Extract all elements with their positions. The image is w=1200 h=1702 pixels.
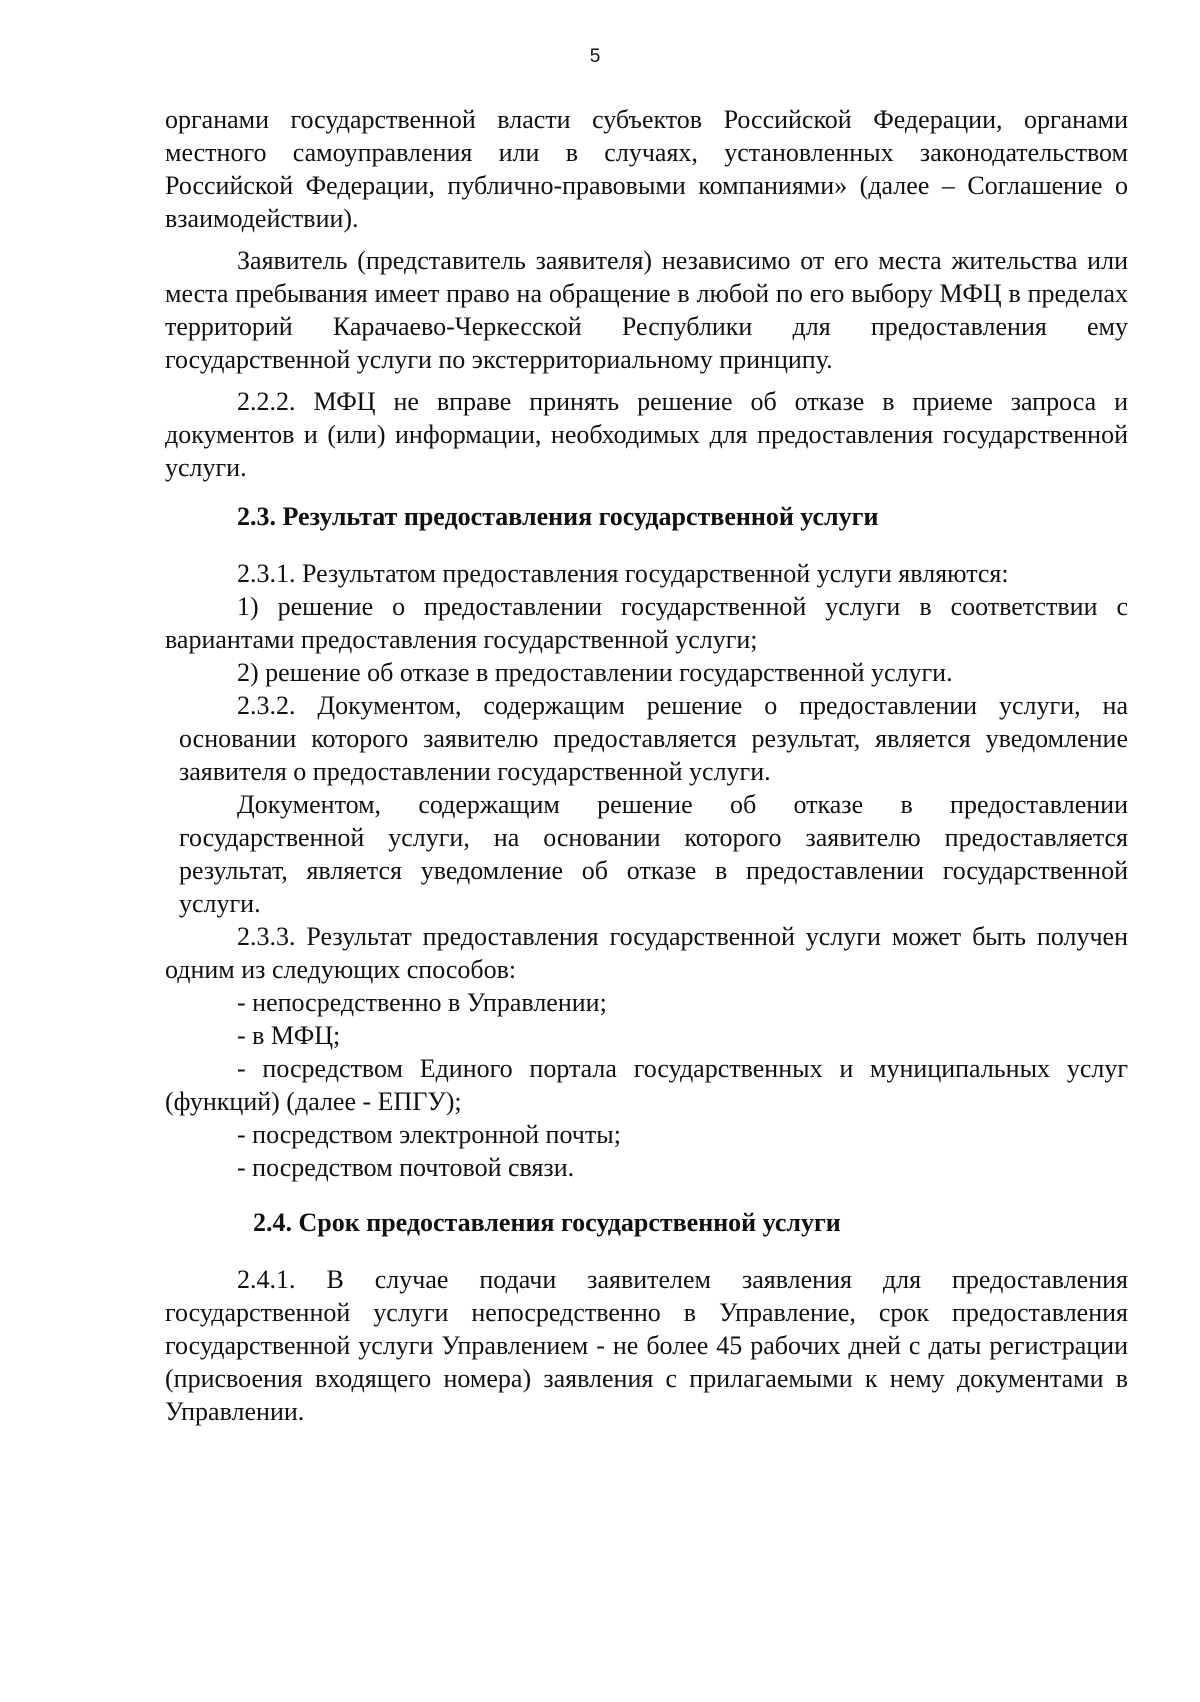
document-body bbox=[165, 103, 1128, 1428]
paragraph-continued: органами государственной власти субъектов Российской Федерации, органами местного самоуправления или в случаях, установленных законодательством Российской Федерации, публично-правовыми компаниями» (далее – Соглашение о взаимодействии). bbox=[165, 105, 1128, 233]
paragraph-2-3-1: 2.3.1. Результатом предоставления государственной услуги являются: bbox=[237, 559, 1009, 588]
paragraph-2-4-1: 2.4.1. В случае подачи заявителем заявления для предоставления государственной услуги непосредственно в Управление, срок предоставления государственной услуги Управлением - не более 45 рабочих дней с даты регистрации (присвоения входящего номера) заявления с прилагаемыми к нему документами в Управлении. bbox=[165, 1265, 1128, 1426]
list-item: - непосредственно в Управлении; bbox=[237, 988, 607, 1017]
list-item: - в МФЦ; bbox=[237, 1021, 341, 1050]
paragraph-2-2-2: 2.2.2. МФЦ не вправе принять решение об отказе в приеме запроса и документов и (или) информации, необходимых для предоставления государственной услуги. bbox=[165, 387, 1128, 482]
paragraph-applicant-rights: Заявитель (представитель заявителя) независимо от его места жительства или места пребывания имеет право на обращение в любой по его выбору МФЦ в пределах территорий Карачаево-Черкесской Республики для предоставления ему государственной услуги по экстерриториальному принципу. bbox=[165, 246, 1128, 374]
paragraph-result-2: 2) решение об отказе в предоставлении государственной услуги. bbox=[237, 658, 953, 687]
list-item: - посредством почтовой связи. bbox=[237, 1153, 575, 1182]
section-heading-2-3: 2.3. Результат предоставления государственной услуги bbox=[237, 502, 879, 531]
list-item: - посредством Единого портала государственных и муниципальных услуг (функций) (далее - ЕПГУ); bbox=[165, 1054, 1128, 1116]
list-item: - посредством электронной почты; bbox=[237, 1120, 621, 1149]
paragraph-2-3-2: 2.3.2. Документом, содержащим решение о предоставлении услуги, на основании которого заявителю предоставляется результат, является уведомление заявителя о предоставлении государственной услуги. bbox=[179, 691, 1128, 786]
paragraph-refusal-document: Документом, содержащим решение об отказе в предоставлении государственной услуги, на основании которого заявителю предоставляется результат, является уведомление об отказе в предоставлении государственной услуги. bbox=[179, 790, 1128, 918]
paragraph-result-1: 1) решение о предоставлении государственной услуги в соответствии с вариантами предоставления государственной услуги; bbox=[165, 592, 1128, 654]
page-number: 5 bbox=[589, 46, 601, 67]
paragraph-2-3-3: 2.3.3. Результат предоставления государственной услуги может быть получен одним из следующих способов: bbox=[165, 922, 1128, 984]
section-heading-2-4: 2.4. Срок предоставления государственной услуги bbox=[253, 1208, 841, 1237]
